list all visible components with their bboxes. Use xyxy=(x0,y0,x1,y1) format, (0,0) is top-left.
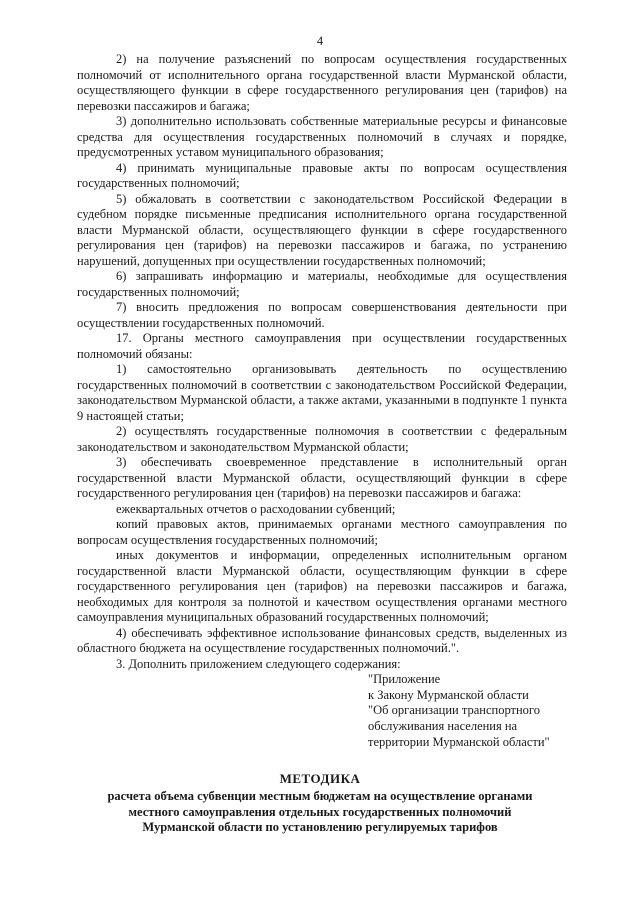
paragraph: 1) самостоятельно организовывать деятельность по осуществлению государственных полномочий в соответствии с законодательством Российской Федерации, законодательством Мурманской области, а также актами, указанными в подпункте 1 пункта 9 настоящей статьи; xyxy=(77,362,567,423)
appendix-line: обслуживания населения на xyxy=(368,719,518,734)
body-text xyxy=(77,52,567,672)
paragraph: иных документов и информации, определенных исполнительным органом государственной власти Мурманской области, осуществляющим функции в сфере государственного регулирования цен (тарифов) на перевозки пассажиров и багажа, необходимых для контроля за полнотой и качеством осуществления органами местного самоуправления муниципальных образований государственных полномочий; xyxy=(77,548,567,624)
paragraph: ежеквартальных отчетов о расходовании субвенций; xyxy=(116,501,396,516)
appendix-line: территории Мурманской области" xyxy=(368,734,550,749)
paragraph: 2) осуществлять государственные полномочия в соответствии с федеральным законодательством и законодательством Мурманской области; xyxy=(77,424,567,454)
appendix-reference xyxy=(368,672,598,751)
subtitle-line: расчета объема субвенции местным бюджетам на осуществление органами xyxy=(107,789,533,803)
subtitle-line: местного самоуправления отдельных государственных полномочий xyxy=(128,804,512,819)
paragraph: 7) вносить предложения по вопросам совершенствования деятельности при осуществлении государственных полномочий. xyxy=(77,300,567,330)
paragraph: 6) запрашивать информацию и материалы, необходимые для осуществления государственных полномочий; xyxy=(77,269,567,299)
subtitle-line: Мурманской области по установлению регулируемых тарифов xyxy=(142,820,498,835)
paragraph: 3. Дополнить приложением следующего содержания: xyxy=(116,656,401,671)
appendix-line: "Приложение xyxy=(368,672,441,686)
paragraph: 3) обеспечивать своевременное представление в исполнительный орган государственной власти Мурманской области, осуществляющий функции в сфере государственного регулирования цен (тарифов) на перевозки пассажиров и багажа: xyxy=(77,455,567,500)
appendix-line: "Об организации транспортного xyxy=(368,703,540,718)
paragraph: 17. Органы местного самоуправления при осуществлении государственных полномочий обязаны: xyxy=(77,331,567,361)
page-number: 4 xyxy=(316,34,324,48)
paragraph: 4) обеспечивать эффективное использование финансовых средств, выделенных из областного бюджета на осуществление государственных полномочий.". xyxy=(77,625,567,655)
paragraph: 4) принимать муниципальные правовые акты по вопросам осуществления государственных полномочий; xyxy=(77,160,567,190)
paragraph: 3) дополнительно использовать собственные материальные ресурсы и финансовые средства для осуществления государственных полномочий в случаях и порядке, предусмотренных уставом муниципального образования; xyxy=(77,114,567,159)
paragraph: 2) на получение разъяснений по вопросам осуществления государственных полномочий от исполнительного органа государственной власти Мурманской области, осуществляющего функции в сфере государственного регулирования цен (тарифов) на перевозки пассажиров и багажа; xyxy=(77,52,567,113)
paragraph: 5) обжаловать в соответствии с законодательством Российской Федерации в судебном порядке письменные предписания исполнительного органа государственной власти Мурманской области, осуществляющего функции в сфере государственного регулирования цен (тарифов) на перевозки пассажиров и багажа, по устранению нарушений, допущенных при осуществлении государственных полномочий; xyxy=(77,191,567,268)
document-subtitle xyxy=(90,789,550,836)
document-title: МЕТОДИКА xyxy=(279,771,361,786)
appendix-line: к Закону Мурманской области xyxy=(368,687,529,702)
paragraph: копий правовых актов, принимаемых органами местного самоуправления по вопросам осуществления государственных полномочий; xyxy=(77,517,567,547)
